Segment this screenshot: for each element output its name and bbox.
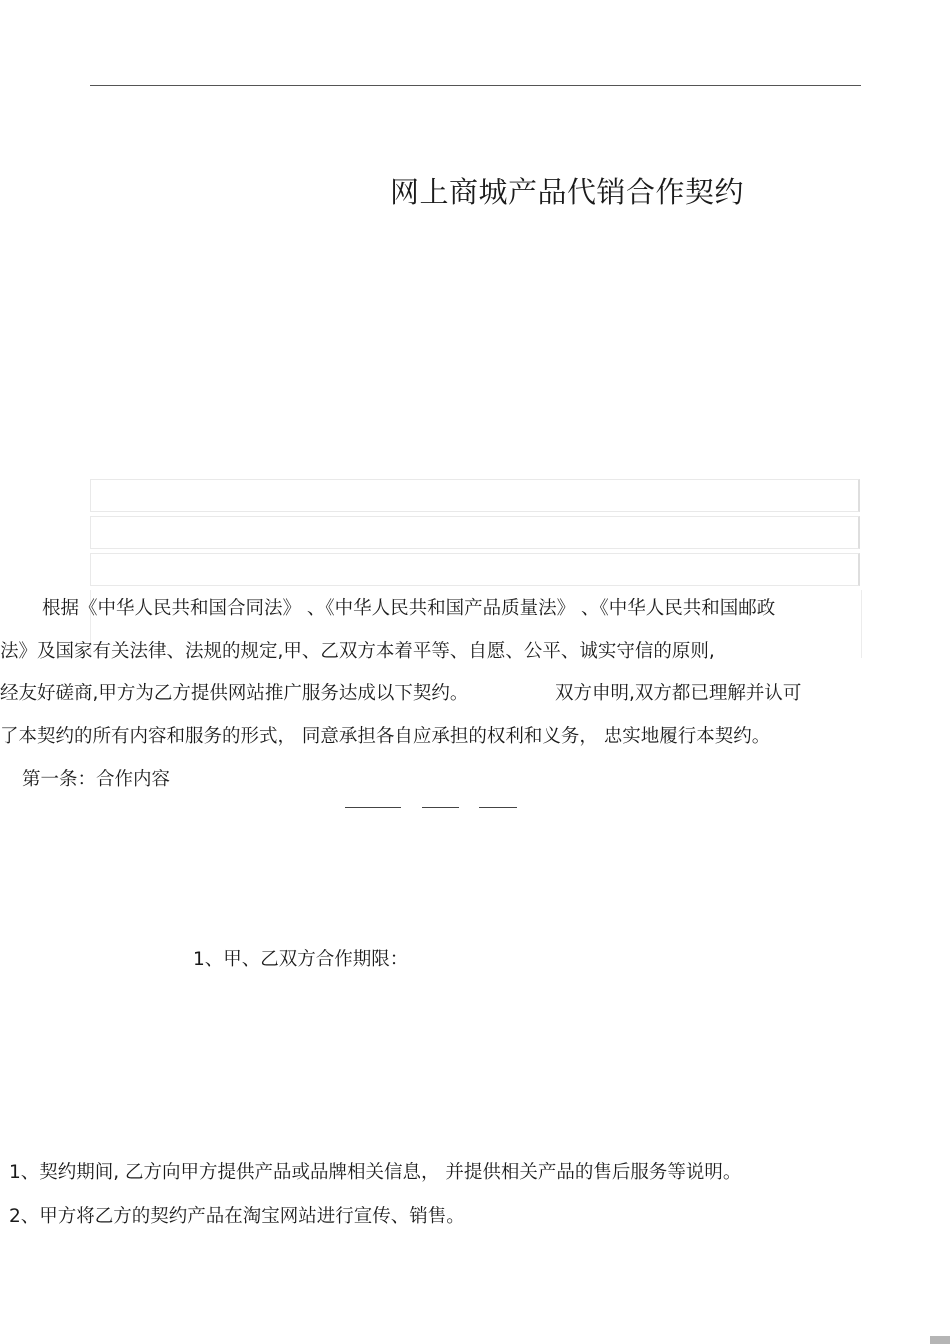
page-corner-mark	[930, 1336, 950, 1344]
header-rule	[90, 85, 861, 86]
clause-item: 1、契约期间, 乙方向甲方提供产品或品牌相关信息， 并提供相关产品的售后服务等说明。	[9, 1162, 742, 1183]
blank-underline	[422, 807, 459, 808]
clause-item: 2、甲方将乙方的契约产品在淘宝网站进行宣传、销售。	[9, 1206, 465, 1227]
faint-table-row	[90, 479, 860, 512]
faint-table-row	[90, 553, 860, 586]
intro-line-3b: 双方申明,双方都已理解并认可	[555, 683, 802, 704]
term-heading: 1、甲、乙双方合作期限：	[193, 949, 409, 970]
blank-underline	[479, 807, 517, 808]
article-1-heading: 第一条：合作内容	[22, 769, 171, 790]
faint-table-row	[90, 516, 860, 549]
blank-underline	[345, 807, 401, 808]
document-title: 网上商城产品代销合作契约	[390, 175, 745, 209]
intro-line-4: 了本契约的所有内容和服务的形式， 同意承担各自应承担的权利和义务， 忠实地履行本契约。	[0, 726, 771, 747]
intro-line-1: 根据《中华人民共和国合同法》 、《中华人民共和国产品质量法》 、《中华人民共和国邮政	[42, 598, 776, 619]
intro-line-3a: 经友好磋商,甲方为乙方提供网站推广服务达成以下契约。	[0, 683, 469, 704]
intro-line-2: 法》及国家有关法律、法规的规定,甲、乙双方本着平等、自愿、公平、诚实守信的原则,	[0, 641, 715, 662]
